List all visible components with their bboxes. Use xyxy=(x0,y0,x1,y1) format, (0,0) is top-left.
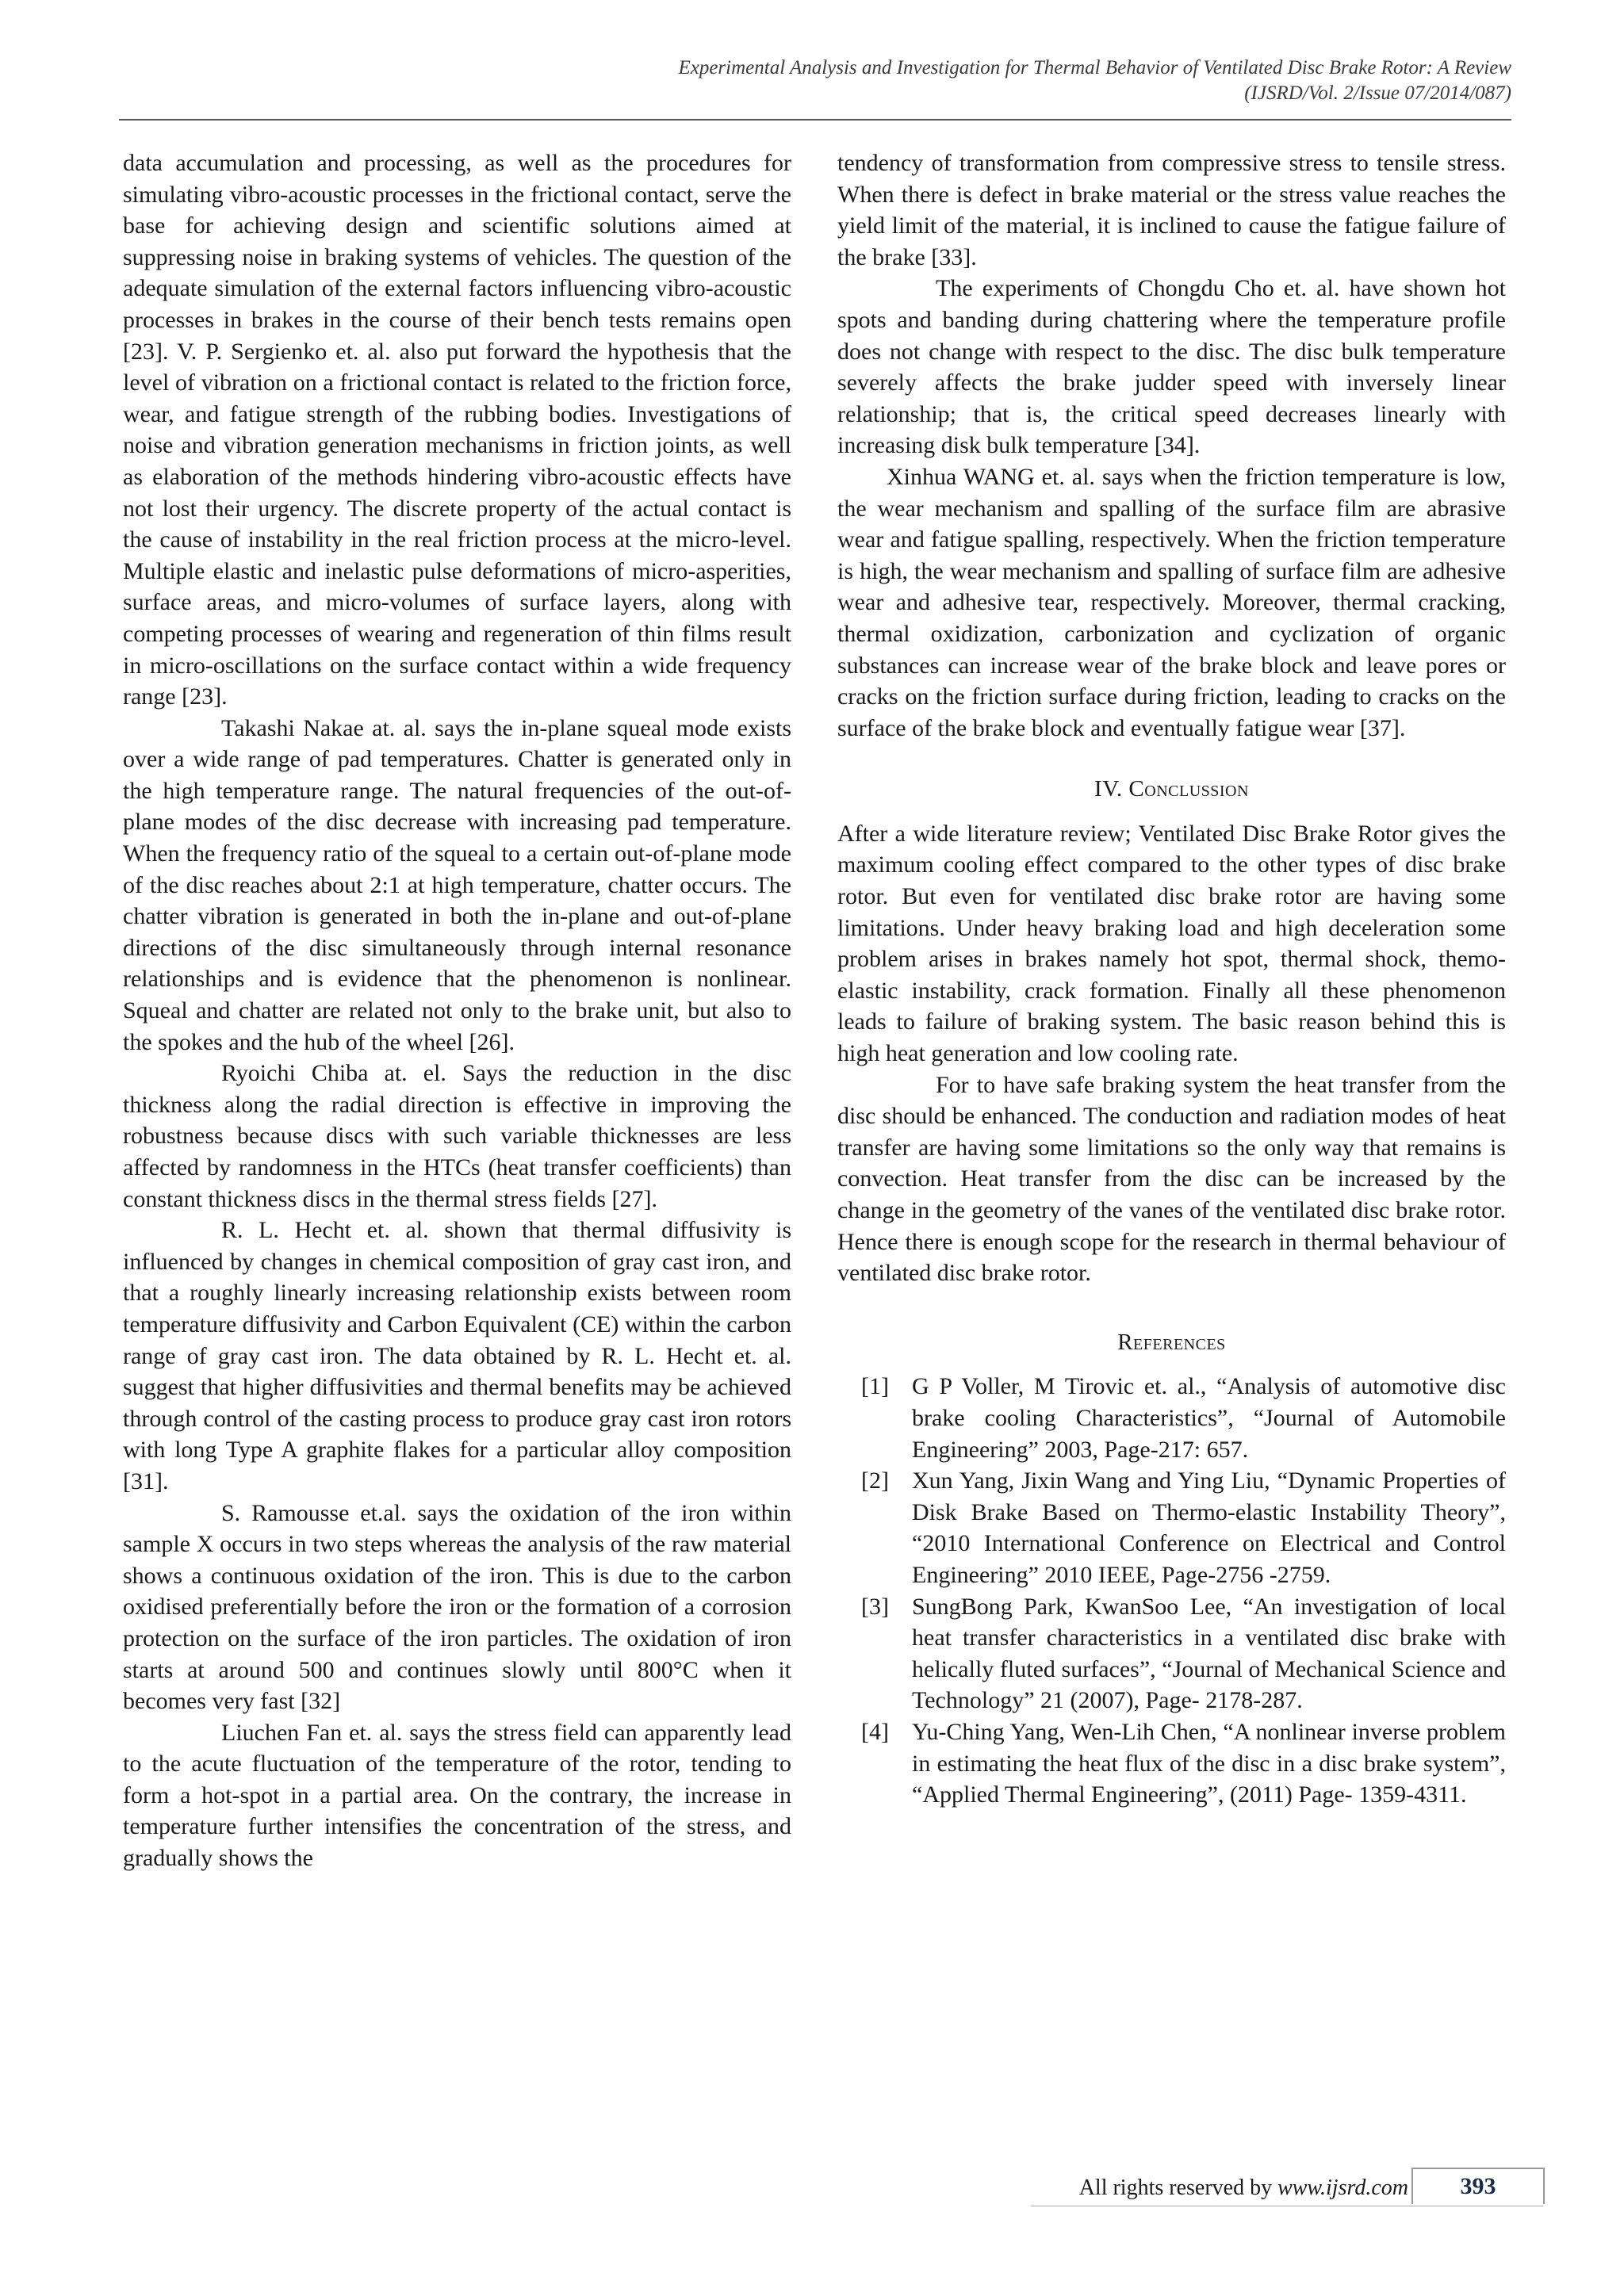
footer-url-link[interactable]: www.ijsrd.com xyxy=(1277,2175,1408,2200)
reference-item xyxy=(861,1371,1506,1465)
paragraph: R. L. Hecht et. al. shown that thermal diffusivity is influenced by changes in chemical composition of gray cast iron, and that a roughly linearly increasing relationship exists between room temperature diffusivity and Carbon Equivalent (CE) within the carbon range of gray cast iron. The data obtained by R. L. Hecht et. al. suggest that higher diffusivities and thermal benefits may be achieved through control of the casting process to produce gray cast iron rotors with long Type A graphite flakes for a particular alloy composition [31]. xyxy=(123,1217,791,1494)
section-heading-conclusion xyxy=(837,774,1506,806)
reference-text: Xun Yang, Jixin Wang and Ying Liu, “Dynamic Properties of Disk Brake Based on Thermo-elastic Instability Theory”, “2010 International Conference on Electrical and Control Engineering” 2010 IEEE, Page-2756 -2759. xyxy=(912,1468,1506,1588)
reference-text: Yu-Ching Yang, Wen-Lih Chen, “A nonlinear inverse problem in estimating the heat flux of the disc in a disc brake system”, “Applied Thermal Engineering”, (2011) Page- 1359-4311. xyxy=(912,1718,1506,1808)
header-issue: (IJSRD/Vol. 2/Issue 07/2014/087) xyxy=(1244,82,1511,104)
section-title: Conclussion xyxy=(1128,776,1249,802)
reference-text: SungBong Park, KwanSoo Lee, “An investigation of local heat transfer characteristics in a ventilated disc brake with helically fluted surfaces”, “Journal of Mechanical Science and Technology” 21 (2007), Page- 2178-287. xyxy=(912,1593,1506,1714)
reference-number: [3] xyxy=(861,1593,889,1620)
paragraph: For to have safe braking system the heat transfer from the disc should be enhanced. The conduction and radiation modes of heat transfer are having some limitations so the only way that remains is convection. Heat transfer from the disc can be increased by the change in the geometry of the vanes of the ventilated disc brake rotor. Hence there is enough scope for the research in thermal behaviour of ventilated disc brake rotor. xyxy=(837,1071,1506,1287)
reference-number: [4] xyxy=(861,1718,889,1745)
footer-rights xyxy=(1031,2174,1408,2202)
running-header xyxy=(322,55,1511,106)
footer-rights-text: All rights reserved by xyxy=(1078,2175,1278,2200)
paragraph: Liuchen Fan et. al. says the stress field can apparently lead to the acute fluctuation of the temperature of the rotor, tending to form a hot-spot in a partial area. On the contrary, the increase in temperature further intensifies the concentration of the stress, and gradually shows the xyxy=(123,1719,791,1872)
reference-item xyxy=(861,1465,1506,1590)
header-divider xyxy=(119,119,1511,121)
paragraph: data accumulation and processing, as well as the procedures for simulating vibro-acoustic processes in the frictional contact, serve the base for achieving design and scientific solutions aimed at suppressing noise in braking systems of vehicles. The question of the adequate simulation of the external factors influencing vibro-acoustic processes in brakes in the course of their bench tests remains open [23]. V. P. Sergienko et. al. also put forward the hypothesis that the level of vibration on a frictional contact is related to the friction force, wear, and fatigue strength of the rubbing bodies. Investigations of noise and vibration generation mechanisms in friction joints, as well as elaboration of the methods hindering vibro-acoustic effects have not lost their urgency. The discrete property of the actual contact is the cause of instability in the real friction process at the micro-level. Multiple elastic and inelastic pulse deformations of micro-asperities, surface areas, and micro-volumes of surface layers, along with competing processes of wearing and regeneration of thin films result in micro-oscillations on the surface contact within a wide frequency range [23]. xyxy=(123,150,791,710)
reference-item xyxy=(861,1591,1506,1716)
reference-text: G P Voller, M Tirovic et. al., “Analysis of automotive disc brake cooling Characteristics”, “Journal of Automobile Engineering” 2003, Page-217: 657. xyxy=(912,1373,1506,1463)
right-column xyxy=(837,147,1506,1811)
paragraph: The experiments of Chongdu Cho et. al. have shown hot spots and banding during chattering where the temperature profile does not change with respect to the disc. The disc bulk temperature severely affects the brake judder speed with inversely linear relationship; that is, the critical speed decreases linearly with increasing disk bulk temperature [34]. xyxy=(837,275,1506,459)
reference-item xyxy=(861,1716,1506,1811)
paragraph: S. Ramousse et.al. says the oxidation of the iron within sample X occurs in two steps whereas the analysis of the raw material shows a continuous oxidation of the iron. This is due to the carbon oxidised preferentially before the iron or the formation of a corrosion protection on the surface of the iron particles. The oxidation of iron starts at around 500 and continues slowly until 800°C when it becomes very fast [32] xyxy=(123,1499,791,1715)
paragraph: Xinhua WANG et. al. says when the friction temperature is low, the wear mechanism and spalling of the surface film are abrasive wear and fatigue spalling, respectively. When the friction temperature is high, the wear mechanism and spalling of surface film are adhesive wear and adhesive tear, respectively. Moreover, thermal cracking, thermal oxidization, carbonization and cyclization of organic substances can increase wear of the brake block and leave pores or cracks on the friction surface during friction, leading to cracks on the surface of the brake block and eventually fatigue wear [37]. xyxy=(837,463,1506,741)
paragraph: After a wide literature review; Ventilated Disc Brake Rotor gives the maximum cooling effect compared to the other types of disc brake rotor. But even for ventilated disc brake rotor are having some limitations. Under heavy braking load and high deceleration some problem arises in brakes namely hot spot, thermal shock, themo-elastic instability, crack formation. Finally all these phenomenon leads to failure of braking system. The basic reason behind this is high heat generation and low cooling rate. xyxy=(837,820,1506,1067)
paragraph: Takashi Nakae at. al. says the in-plane squeal mode exists over a wide range of pad temperatures. Chatter is generated only in the high temperature range. The natural frequencies of the out-of-plane modes of the disc decrease with increasing pad temperature. When the frequency ratio of the squeal to a certain out-of-plane mode of the disc reaches about 2:1 at high temperature, chatter occurs. The chatter vibration is generated in both the in-plane and out-of-plane directions of the disc simultaneously through internal resonance relationships and is evidence that the phenomenon is nonlinear. Squeal and chatter are related not only to the brake unit, but also to the spokes and the hub of the wheel [26]. xyxy=(123,714,791,1055)
reference-list xyxy=(837,1371,1506,1810)
paragraph: Ryoichi Chiba at. el. Says the reduction in the disc thickness along the radial direction is effective in improving the robustness because discs with such variable thicknesses are less affected by randomness in the HTCs (heat transfer coefficients) than constant thickness discs in the thermal stress fields [27]. xyxy=(123,1060,791,1212)
section-title: References xyxy=(1117,1329,1226,1355)
reference-number: [1] xyxy=(861,1373,889,1400)
section-heading-references xyxy=(837,1327,1506,1359)
left-column xyxy=(123,147,791,1874)
header-title: Experimental Analysis and Investigation for Thermal Behavior of Ventilated Disc Brake Rotor: A Review xyxy=(678,57,1511,78)
section-number: IV. xyxy=(1094,776,1123,802)
paragraph: tendency of transformation from compressive stress to tensile stress. When there is defect in brake material or the stress value reaches the yield limit of the material, it is inclined to cause the fatigue failure of the brake [33]. xyxy=(837,150,1506,270)
reference-number: [2] xyxy=(861,1468,889,1494)
page-number: 393 xyxy=(1411,2168,1545,2204)
